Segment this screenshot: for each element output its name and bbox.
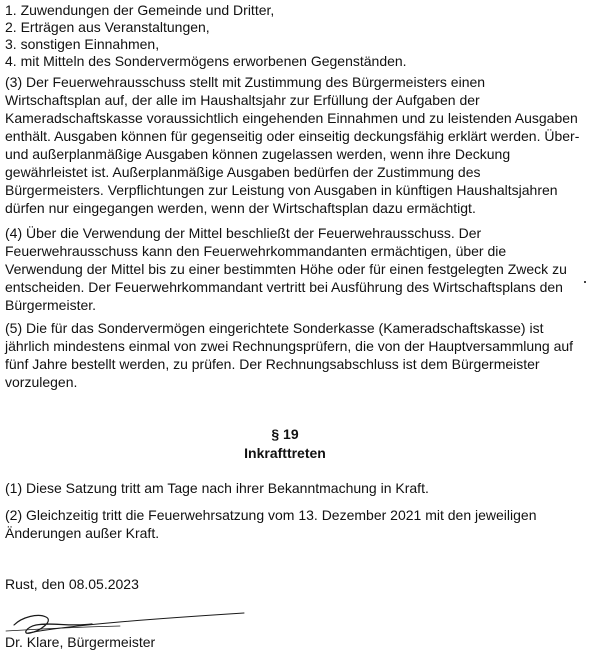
text-line: Bürgermeisters. Verpflichtungen zur Leistung von Ausgaben in künftigen Haushaltsjahren: [5, 182, 558, 198]
list-item: 2. Erträgen aus Veranstaltungen,: [5, 19, 210, 35]
text-line: vorzulegen.: [5, 374, 78, 390]
text-line: und außerplanmäßige Ausgaben können zugelassen werden, wenn ihre Deckung: [5, 146, 511, 162]
section-title: Inkrafttreten: [244, 445, 326, 461]
text-line: Bürgermeister.: [5, 297, 97, 313]
text-line: Verwendung der Mittel bis zu einer bestimmten Höhe oder für einen festgelegten Zweck zu: [5, 261, 567, 277]
funding-source-list: [5, 2, 595, 70]
list-item: 1. Zuwendungen der Gemeinde und Dritter,: [5, 2, 275, 18]
signatory-name: Dr. Klare, Bürgermeister: [5, 634, 156, 650]
paragraph-3: [5, 73, 593, 217]
place-and-date: Rust, den 08.05.2023: [5, 576, 139, 592]
section-19-paragraph-1: [5, 479, 593, 497]
paragraph-4: [5, 224, 593, 314]
text-line: (1) Diese Satzung tritt am Tage nach ihrer Bekanntmachung in Kraft.: [5, 480, 429, 496]
text-line: Wirtschaftsplan auf, der alle im Haushaltsjahr zur Erfüllung der Aufgaben der: [5, 92, 480, 108]
text-line: Feuerwehrausschuss kann den Feuerwehrkommandanten ermächtigen, über die: [5, 243, 507, 259]
paragraph-5: [5, 319, 593, 391]
text-line: (5) Die für das Sondervermögen eingerichtete Sonderkasse (Kameradschaftskasse) ist: [5, 320, 544, 336]
text-line: fünf Jahre bestellt werden, zu prüfen. Der Rechnungsabschluss ist dem Bürgermeister: [5, 356, 540, 372]
text-line: entscheiden. Der Feuerwehrkommandant vertritt bei Ausführung des Wirtschaftsplans den: [5, 279, 563, 295]
section-number: § 19: [271, 426, 299, 442]
text-line: gewährleistet ist. Außerplanmäßige Ausgaben bedürfen der Zustimmung des: [5, 164, 481, 180]
text-line: (3) Der Feuerwehrausschuss stellt mit Zustimmung des Bürgermeisters einen: [5, 74, 486, 90]
text-line: jährlich mindestens einmal von zwei Rechnungsprüfern, die von der Hauptversammlung auf: [5, 338, 574, 354]
scan-speck: [584, 281, 586, 283]
section-19-paragraph-2: [5, 506, 593, 542]
list-item: 3. sonstigen Einnahmen,: [5, 36, 160, 52]
text-line: Kameradschaftskasse voraussichtlich eingehenden Einnahmen und zu leistenden Ausgaben: [5, 110, 578, 126]
text-line: dürfen nur eingegangen werden, wenn der Wirtschaftsplan dazu ermächtigt.: [5, 200, 476, 216]
text-line: enthält. Ausgaben können für gegenseitig oder einseitig deckungsfähig erklärt werden. Über-: [5, 128, 580, 144]
list-item: 4. mit Mitteln des Sondervermögens erworbenen Gegenständen.: [5, 53, 407, 69]
text-line: (2) Gleichzeitig tritt die Feuerwehrsatzung vom 13. Dezember 2021 mit den jeweiligen: [5, 507, 537, 523]
text-line: (4) Über die Verwendung der Mittel beschließt der Feuerwehrausschuss. Der: [5, 225, 482, 241]
text-line: Änderungen außer Kraft.: [5, 525, 160, 541]
